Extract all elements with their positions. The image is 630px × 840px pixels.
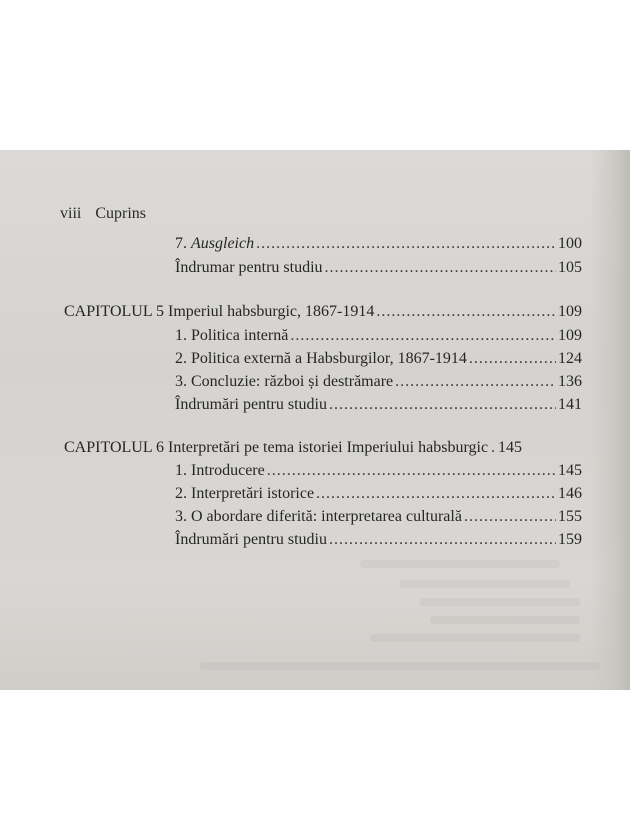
book-page [0, 150, 630, 690]
leader-dots [256, 235, 556, 253]
toc-entry [175, 235, 582, 253]
toc-entry-label: 3. Concluzie: război și destrămare [175, 373, 394, 390]
toc-entry [175, 259, 582, 277]
show-through-text [0, 150, 630, 690]
toc-entry [175, 531, 582, 549]
leader-dots [464, 508, 556, 526]
toc-entry-label: Îndrumări pentru studiu [175, 531, 327, 548]
toc-entry-page: 136 [558, 373, 582, 390]
toc-entry-label: Îndrumar pentru studiu [175, 259, 323, 276]
leader-dots [329, 396, 556, 414]
toc-entry-label: Ausgleich [191, 235, 255, 252]
toc-entry [175, 350, 582, 368]
toc-chapter-entry [64, 439, 582, 457]
toc-entry-page: 159 [558, 531, 582, 548]
toc-entry-page: 109 [558, 327, 582, 344]
toc-chapter-entry [64, 303, 582, 321]
toc-entry-page: 141 [558, 396, 582, 413]
running-header [60, 205, 146, 223]
leader-dots [469, 350, 556, 368]
toc-entry-page: 145 [558, 462, 582, 479]
leader-dots [395, 373, 556, 391]
toc-entry [175, 462, 582, 480]
leader-dots [376, 303, 556, 321]
header-page-number: viii [60, 205, 82, 222]
header-title: Cuprins [95, 205, 147, 222]
leader-dots [325, 259, 556, 277]
toc-entry-label: 3. O abordare diferită: interpretarea culturală [175, 508, 462, 525]
toc-entry [175, 396, 582, 414]
toc-entry-page: 109 [558, 303, 582, 320]
toc-entry-page: 100 [558, 235, 582, 252]
toc-chapter-label: CAPITOLUL 6 Interpretări pe tema istoriei Imperiului habsburgic [64, 439, 489, 456]
toc-entry-page: 145 [498, 439, 523, 456]
toc-entry [175, 373, 582, 391]
leader-dots [267, 462, 556, 480]
toc-entry-label: 1. Introducere [175, 462, 265, 479]
toc-entry [175, 485, 582, 503]
toc-entry-page: 105 [558, 259, 582, 276]
toc-entry-prefix: 7. [175, 235, 191, 252]
leader-dots [491, 439, 495, 457]
toc-entry-label: 2. Interpretări istorice [175, 485, 315, 502]
toc-chapter-label: CAPITOLUL 5 Imperiul habsburgic, 1867-1914 [64, 303, 375, 320]
toc-entry-page: 155 [558, 508, 582, 525]
toc-entry [175, 508, 582, 526]
toc-entry [175, 327, 582, 345]
leader-dots [290, 327, 556, 345]
toc-entry-page: 124 [558, 350, 582, 367]
toc-entry-label: 2. Politica externă a Habsburgilor, 1867-1914 [175, 350, 467, 367]
leader-dots [329, 531, 556, 549]
toc-entry-label: Îndrumări pentru studiu [175, 396, 327, 413]
leader-dots [316, 485, 556, 503]
toc-entry-label: 1. Politica internă [175, 327, 289, 344]
toc-entry-page: 146 [558, 485, 582, 502]
